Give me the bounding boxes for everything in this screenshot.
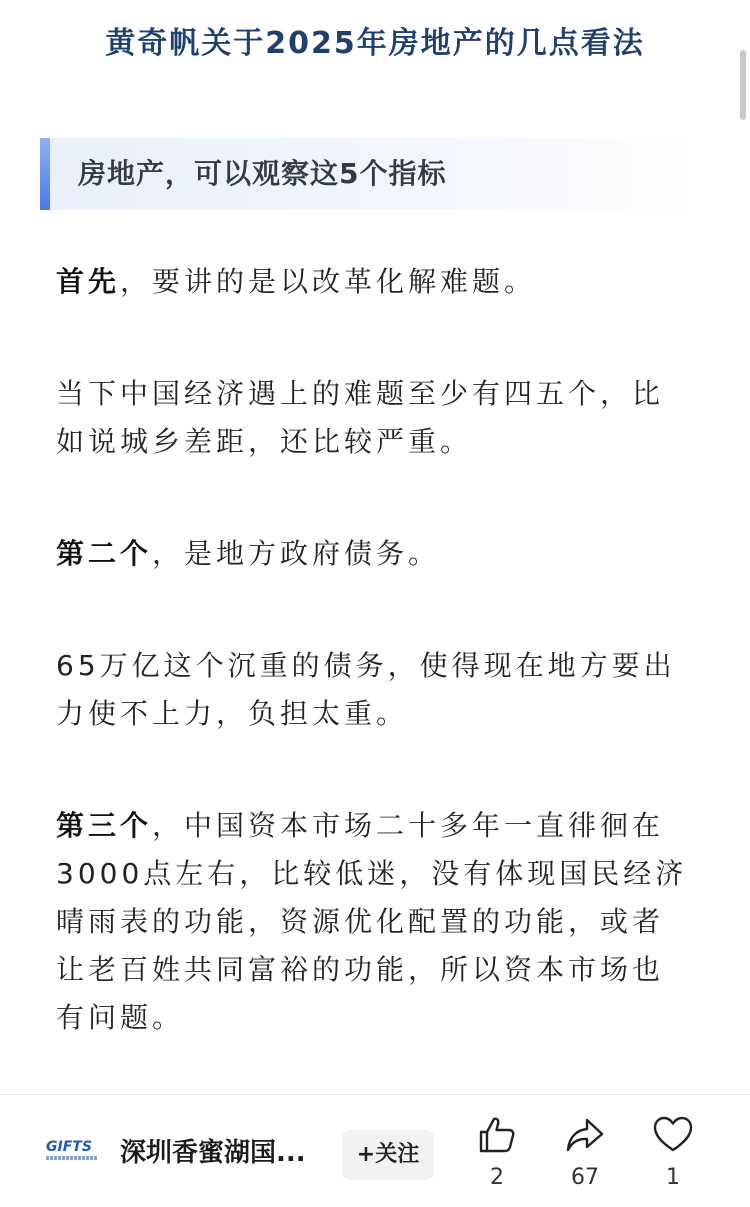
like-button[interactable] (462, 1115, 532, 1195)
share-button[interactable] (550, 1115, 620, 1195)
logo-caption (46, 1156, 98, 1160)
paragraph (56, 802, 694, 1042)
scrollbar[interactable] (740, 50, 746, 120)
share-arrow-icon (565, 1115, 605, 1155)
article-title: 黄奇帆关于2025年房地产的几点看法 (105, 26, 645, 61)
account-logo[interactable] (46, 1139, 98, 1167)
favorite-button[interactable] (638, 1115, 708, 1195)
bottom-action-bar (0, 1094, 750, 1207)
paragraph (56, 642, 694, 738)
paragraph (56, 258, 694, 306)
like-count: 2 (490, 1165, 504, 1190)
section-accent-bar (40, 138, 50, 210)
paragraph-text: 65万亿这个沉重的债务，使得现在地方要出力使不上力，负担太重。 (56, 649, 676, 730)
paragraph-text: ，是地方政府债务。 (152, 537, 441, 570)
paragraph-text: 当下中国经济遇上的难题至少有四五个，比如说城乡差距，还比较严重。 (56, 377, 665, 458)
thumbs-up-icon (477, 1115, 517, 1155)
heart-icon (653, 1115, 693, 1155)
account-name[interactable]: 深圳香蜜湖国... (120, 1138, 306, 1168)
paragraph-text: ，要讲的是以改革化解难题。 (120, 265, 537, 298)
section-title: 房地产，可以观察这5个指标 (78, 157, 447, 190)
share-count: 67 (571, 1165, 599, 1190)
article-body (56, 258, 694, 1106)
follow-button[interactable]: +关注 (342, 1130, 434, 1180)
paragraph-lead: 首先 (56, 265, 121, 298)
paragraph-lead: 第三个 (56, 809, 153, 842)
paragraph (56, 530, 694, 578)
favorite-count: 1 (666, 1165, 680, 1190)
paragraph-text: ，中国资本市场二十多年一直徘徊在3000点左右，比较低迷，没有体现国民经济晴雨表的功能，资源优化配置的功能，或者让老百姓共同富裕的功能，所以资本市场也有问题。 (56, 809, 688, 1034)
paragraph (56, 370, 694, 466)
paragraph-lead: 第二个 (56, 537, 153, 570)
section-header (40, 138, 690, 210)
logo-text: GIFTS (46, 1139, 92, 1155)
